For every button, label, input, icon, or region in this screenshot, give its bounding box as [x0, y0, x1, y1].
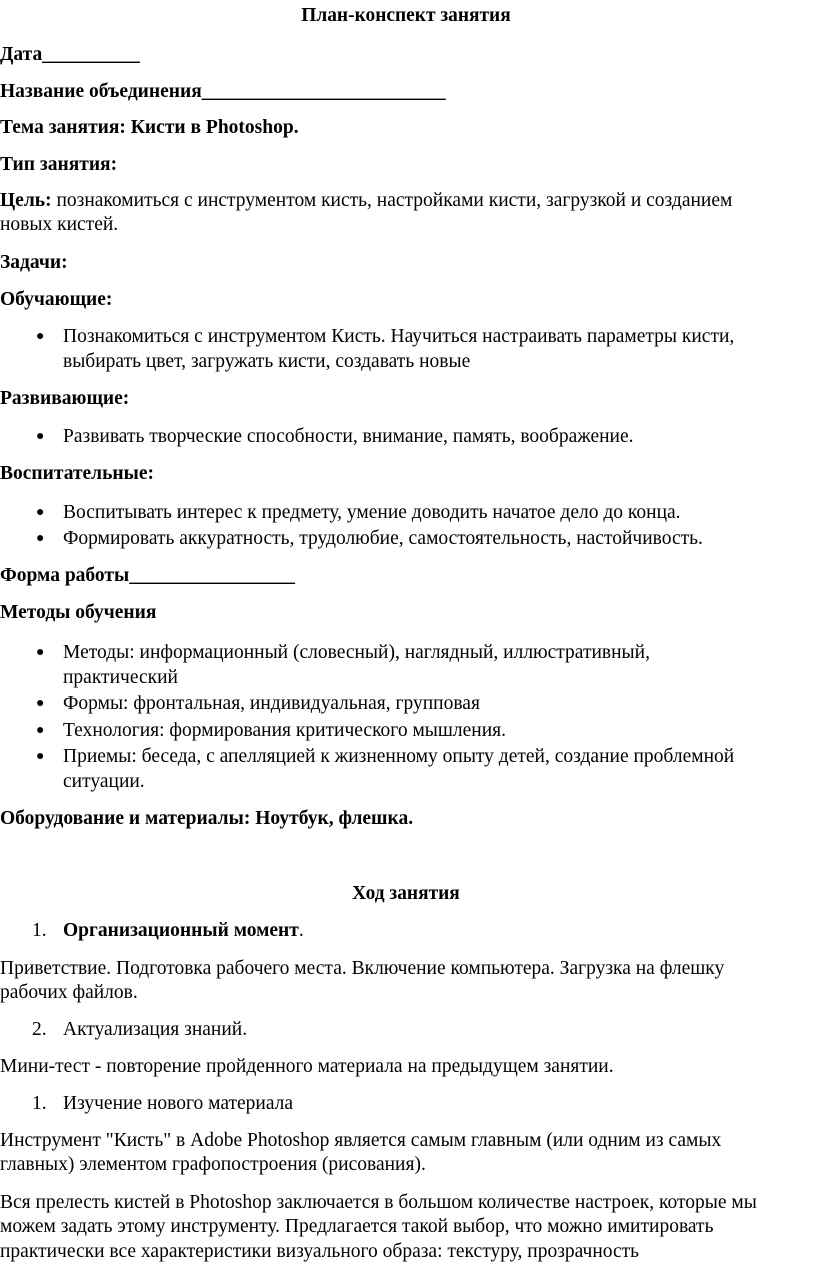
step-actualization: Актуализация знаний. [63, 1019, 248, 1040]
developing-heading: Развивающие: [0, 388, 130, 409]
date-field: Дата__________ [0, 44, 140, 65]
paragraph-line: можем задать этому инструменту. Предлагается такой выбор, что можно имитировать [0, 1216, 714, 1237]
tasks-heading: Задачи: [0, 252, 68, 273]
teaching-item-cont: выбирать цвет, загружать кисти, создавать новые [63, 351, 471, 372]
goal-text: познакомиться с инструментом кисть, настройками кисти, загрузкой и созданием [51, 190, 733, 211]
methods-item: Методы: информационный (словесный), наглядный, иллюстративный, [63, 642, 650, 663]
step-new-material: Изучение нового материала [63, 1093, 294, 1114]
methods-item: Технология: формирования критического мышления. [63, 720, 507, 741]
goal-line [0, 188, 732, 213]
methods-heading: Методы обучения [0, 602, 157, 623]
association-field: Название объединения_________________________ [0, 81, 446, 102]
paragraph-line: практически все характеристики визуального образа: текстуру, прозрачность [0, 1241, 640, 1262]
step-number: 2. [32, 1019, 47, 1040]
methods-item: Формы: фронтальная, индивидуальная, групповая [63, 693, 480, 714]
step-number: 1. [32, 920, 47, 941]
step-org [63, 918, 304, 943]
step-org-label: Организационный момент [63, 920, 299, 941]
goal-text-cont: новых кистей. [0, 214, 119, 235]
developing-item: Развивать творческие способности, внимание, память, воображение. [63, 426, 634, 447]
educational-item: Формировать аккуратность, трудолюбие, самостоятельность, настойчивость. [63, 528, 703, 549]
paragraph-line: Вся прелесть кистей в Photoshop заключается в большом количестве настроек, которые мы [0, 1192, 757, 1213]
work-form-field: Форма работы_________________ [0, 565, 295, 586]
bullet-icon: ● [36, 723, 45, 738]
lesson-topic: Тема занятия: Кисти в Photoshop. [0, 117, 299, 138]
document-title: План-конспект занятия [301, 5, 511, 26]
bullet-icon: ● [36, 749, 45, 764]
goal-label: Цель: [0, 190, 52, 211]
bullet-icon: ● [36, 531, 45, 546]
step-actualization-text: Мини-тест - повторение пройденного материала на предыдущем занятии. [0, 1056, 614, 1077]
step-org-text-cont: рабочих файлов. [0, 982, 138, 1003]
step-org-suffix: . [298, 920, 304, 941]
bullet-icon: ● [36, 645, 45, 660]
equipment-line: Оборудование и материалы: Ноутбук, флешка. [0, 808, 414, 829]
teaching-item: Познакомиться с инструментом Кисть. Научиться настраивать параметры кисти, [63, 326, 735, 347]
paragraph-line: Инструмент "Кисть" в Adobe Photoshop является самым главным (или одним из самых [0, 1130, 722, 1151]
educational-item: Воспитывать интерес к предмету, умение доводить начатое дело до конца. [63, 502, 681, 523]
methods-item: Приемы: беседа, с апелляцией к жизненному опыту детей, создание проблемной [63, 746, 735, 767]
step-org-text: Приветствие. Подготовка рабочего места. Включение компьютера. Загрузка на флешку [0, 958, 725, 979]
bullet-icon: ● [36, 329, 45, 344]
bullet-icon: ● [36, 429, 45, 444]
step-number: 1. [32, 1093, 47, 1114]
course-heading: Ход занятия [352, 883, 460, 904]
teaching-heading: Обучающие: [0, 289, 113, 310]
paragraph-line: главных) элементом графопостроения (рисования). [0, 1154, 426, 1175]
educational-heading: Воспитательные: [0, 463, 155, 484]
bullet-icon: ● [36, 696, 45, 711]
methods-item-cont: практический [63, 667, 178, 688]
methods-item-cont: ситуации. [63, 771, 145, 792]
lesson-type: Тип занятия: [0, 154, 118, 175]
bullet-icon: ● [36, 505, 45, 520]
